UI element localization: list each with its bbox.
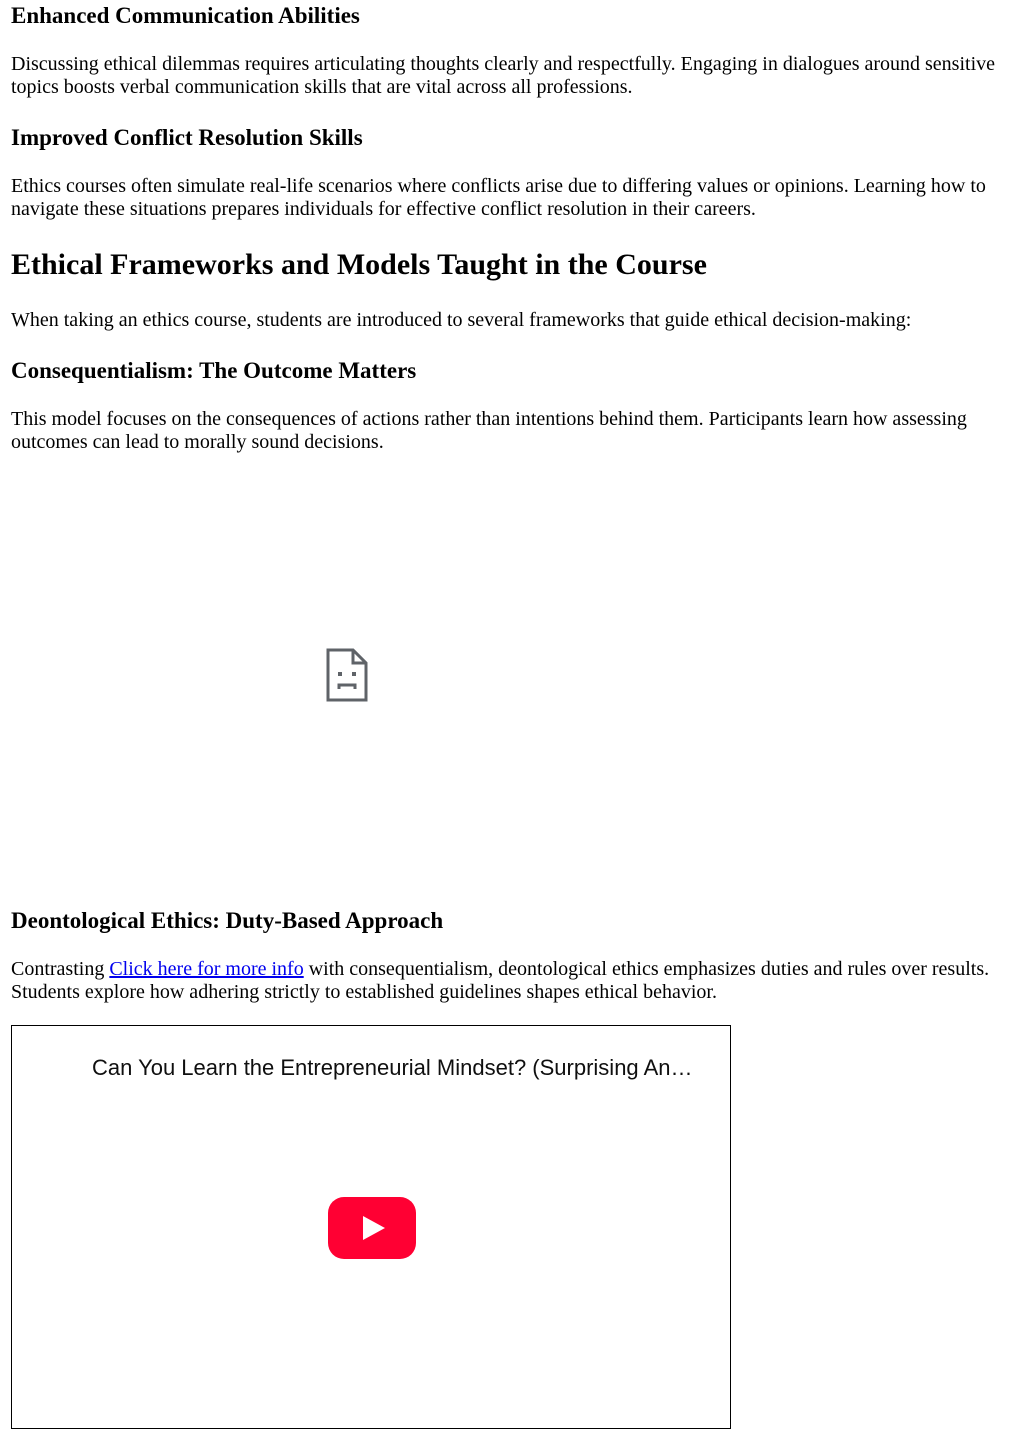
section-heading-consequentialism: Consequentialism: The Outcome Matters xyxy=(11,358,417,383)
section-heading-communication: Enhanced Communication Abilities xyxy=(11,3,360,28)
section-body-conflict: Ethics courses often simulate real-life scenarios where conflicts arise due to differing values or opinions. Learning how to navigate these situations prepares individuals for effective conflict resolution in their careers. xyxy=(11,175,986,220)
section-body-deontology xyxy=(11,958,1006,1004)
embedded-video[interactable] xyxy=(11,1025,731,1429)
deontology-text-after-link: with consequentialism, deontological ethics emphasizes duties and rules over results. Students explore how adhering strictly to established guidelines shapes ethical behavior. xyxy=(11,958,990,1003)
deontology-text-before-link: Contrasting xyxy=(11,958,110,980)
section-body-frameworks: When taking an ethics course, students are introduced to several frameworks that guide ethical decision-making: xyxy=(11,309,912,331)
section-heading-frameworks: Ethical Frameworks and Models Taught in the Course xyxy=(11,248,707,281)
youtube-play-icon[interactable] xyxy=(328,1197,416,1259)
section-heading-deontology: Deontological Ethics: Duty-Based Approach xyxy=(11,908,444,933)
section-body-communication: Discussing ethical dilemmas requires articulating thoughts clearly and respectfully. Engaging in dialogues around sensitive topics boosts verbal communication skills that are vital across all professions. xyxy=(11,53,996,98)
more-info-link[interactable]: Click here for more info xyxy=(109,958,304,980)
video-title[interactable]: Can You Learn the Entrepreneurial Mindset? (Surprising An… xyxy=(92,1055,693,1080)
section-body-consequentialism: This model focuses on the consequences of actions rather than intentions behind them. Participants learn how assessing outcomes can lead to morally sound decisions. xyxy=(11,408,967,453)
broken-image-icon xyxy=(325,647,369,703)
section-heading-conflict: Improved Conflict Resolution Skills xyxy=(11,125,363,150)
